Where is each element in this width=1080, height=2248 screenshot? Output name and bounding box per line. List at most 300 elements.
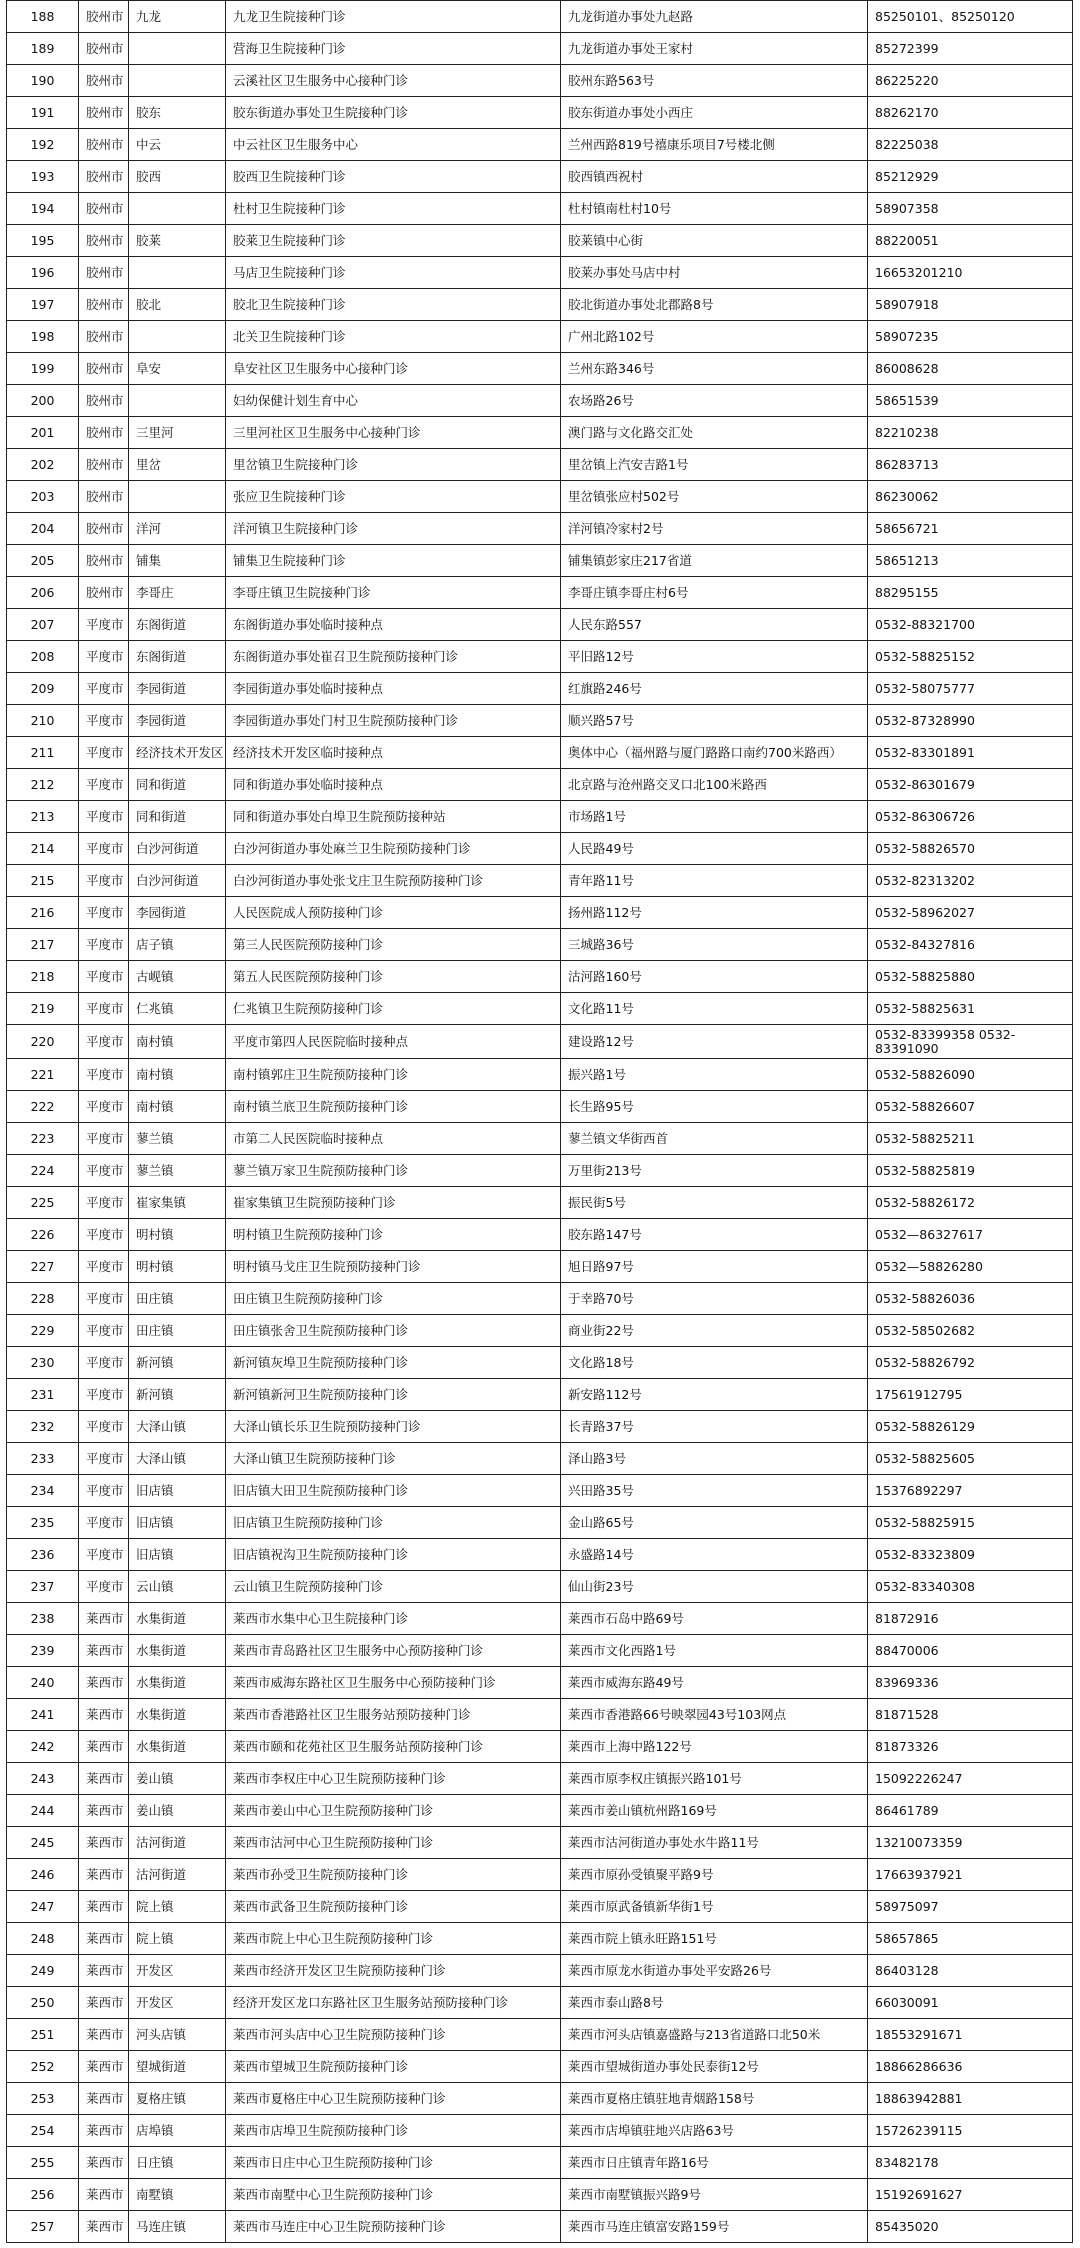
- address-cell: 人民路49号: [561, 833, 868, 865]
- city-cell: 平度市: [79, 993, 129, 1025]
- city-cell: 莱西市: [79, 1667, 129, 1699]
- phone-cell: 85435020: [868, 2211, 1073, 2243]
- clinic-name-cell: 云山镇卫生院预防接种门诊: [226, 1571, 561, 1603]
- table-row: [7, 673, 1073, 705]
- phone-cell: 58975097: [868, 1891, 1073, 1923]
- table-row: [7, 961, 1073, 993]
- phone-cell: 0532-58825211: [868, 1123, 1073, 1155]
- table-row: [7, 833, 1073, 865]
- clinic-name-cell: 莱西市姜山中心卫生院预防接种门诊: [226, 1795, 561, 1827]
- address-cell: 文化路11号: [561, 993, 868, 1025]
- phone-cell: 0532-58825915: [868, 1507, 1073, 1539]
- city-cell: 莱西市: [79, 2179, 129, 2211]
- table-row: [7, 1699, 1073, 1731]
- town-cell: 胶北: [129, 289, 226, 321]
- phone-cell: 0532-58825819: [868, 1155, 1073, 1187]
- row-number-cell: 203: [7, 481, 79, 513]
- town-cell: 胶西: [129, 161, 226, 193]
- table-row: [7, 1, 1073, 33]
- town-cell: 马连庄镇: [129, 2211, 226, 2243]
- town-cell: [129, 257, 226, 289]
- city-cell: 平度市: [79, 1347, 129, 1379]
- address-cell: 九龙街道办事处九赵路: [561, 1, 868, 33]
- clinic-name-cell: 旧店镇卫生院预防接种门诊: [226, 1507, 561, 1539]
- address-cell: 莱西市沽河街道办事处水牛路11号: [561, 1827, 868, 1859]
- town-cell: 田庄镇: [129, 1283, 226, 1315]
- clinic-name-cell: 莱西市店埠卫生院预防接种门诊: [226, 2115, 561, 2147]
- city-cell: 胶州市: [79, 129, 129, 161]
- phone-cell: 0532-88321700: [868, 609, 1073, 641]
- town-cell: 大泽山镇: [129, 1411, 226, 1443]
- table-row: [7, 225, 1073, 257]
- row-number-cell: 201: [7, 417, 79, 449]
- table-row: [7, 1635, 1073, 1667]
- town-cell: 里岔: [129, 449, 226, 481]
- clinic-name-cell: 大泽山镇长乐卫生院预防接种门诊: [226, 1411, 561, 1443]
- phone-cell: 58656721: [868, 513, 1073, 545]
- address-cell: 扬州路112号: [561, 897, 868, 929]
- clinic-name-cell: 杜村卫生院接种门诊: [226, 193, 561, 225]
- row-number-cell: 257: [7, 2211, 79, 2243]
- town-cell: 水集街道: [129, 1635, 226, 1667]
- address-cell: 莱西市河头店镇嘉盛路与213省道路口北50米: [561, 2019, 868, 2051]
- clinic-name-cell: 洋河镇卫生院接种门诊: [226, 513, 561, 545]
- city-cell: 胶州市: [79, 321, 129, 353]
- phone-cell: 0532-58075777: [868, 673, 1073, 705]
- row-number-cell: 205: [7, 545, 79, 577]
- city-cell: 平度市: [79, 1283, 129, 1315]
- table-row: [7, 1283, 1073, 1315]
- city-cell: 平度市: [79, 1507, 129, 1539]
- city-cell: 平度市: [79, 1315, 129, 1347]
- table-row: [7, 737, 1073, 769]
- address-cell: 莱西市原孙受镇聚平路9号: [561, 1859, 868, 1891]
- row-number-cell: 226: [7, 1219, 79, 1251]
- clinic-name-cell: 莱西市南墅中心卫生院预防接种门诊: [226, 2179, 561, 2211]
- address-cell: 莱西市马连庄镇富安路159号: [561, 2211, 868, 2243]
- clinic-name-cell: 莱西市沽河中心卫生院预防接种门诊: [226, 1827, 561, 1859]
- address-cell: 新安路112号: [561, 1379, 868, 1411]
- row-number-cell: 191: [7, 97, 79, 129]
- row-number-cell: 194: [7, 193, 79, 225]
- clinic-name-cell: 大泽山镇卫生院预防接种门诊: [226, 1443, 561, 1475]
- clinic-name-cell: 马店卫生院接种门诊: [226, 257, 561, 289]
- clinic-name-cell: 莱西市颐和花苑社区卫生服务站预防接种门诊: [226, 1731, 561, 1763]
- town-cell: 姜山镇: [129, 1795, 226, 1827]
- clinic-name-cell: 第三人民医院预防接种门诊: [226, 929, 561, 961]
- row-number-cell: 202: [7, 449, 79, 481]
- phone-cell: 0532-58826090: [868, 1059, 1073, 1091]
- clinic-name-cell: 新河镇灰埠卫生院预防接种门诊: [226, 1347, 561, 1379]
- table-row: [7, 1795, 1073, 1827]
- table-row: [7, 1955, 1073, 1987]
- city-cell: 莱西市: [79, 1603, 129, 1635]
- address-cell: 莱西市石岛中路69号: [561, 1603, 868, 1635]
- table-row: [7, 609, 1073, 641]
- phone-cell: 81871528: [868, 1699, 1073, 1731]
- clinic-name-cell: 莱西市武备卫生院预防接种门诊: [226, 1891, 561, 1923]
- table-row: [7, 1763, 1073, 1795]
- row-number-cell: 213: [7, 801, 79, 833]
- clinic-name-cell: 蓼兰镇万家卫生院预防接种门诊: [226, 1155, 561, 1187]
- town-cell: 明村镇: [129, 1219, 226, 1251]
- table-row: [7, 1347, 1073, 1379]
- clinic-name-cell: 莱西市河头店中心卫生院预防接种门诊: [226, 2019, 561, 2051]
- row-number-cell: 249: [7, 1955, 79, 1987]
- address-cell: 莱西市文化西路1号: [561, 1635, 868, 1667]
- table-row: [7, 897, 1073, 929]
- row-number-cell: 245: [7, 1827, 79, 1859]
- table-row: [7, 449, 1073, 481]
- city-cell: 平度市: [79, 833, 129, 865]
- table-row: [7, 2019, 1073, 2051]
- address-cell: 胶东路147号: [561, 1219, 868, 1251]
- table-row: [7, 929, 1073, 961]
- clinic-name-cell: 莱西市望城卫生院预防接种门诊: [226, 2051, 561, 2083]
- clinic-name-cell: 胶东街道办事处卫生院接种门诊: [226, 97, 561, 129]
- clinic-name-cell: 莱西市青岛路社区卫生服务中心预防接种门诊: [226, 1635, 561, 1667]
- table-row: [7, 65, 1073, 97]
- table-row: [7, 993, 1073, 1025]
- table-row: [7, 1123, 1073, 1155]
- address-cell: 北京路与沧州路交叉口北100米路西: [561, 769, 868, 801]
- address-cell: 于幸路70号: [561, 1283, 868, 1315]
- city-cell: 胶州市: [79, 161, 129, 193]
- town-cell: 李园街道: [129, 897, 226, 929]
- row-number-cell: 211: [7, 737, 79, 769]
- table-row: [7, 353, 1073, 385]
- phone-cell: 0532-58826570: [868, 833, 1073, 865]
- city-cell: 胶州市: [79, 65, 129, 97]
- town-cell: 店子镇: [129, 929, 226, 961]
- city-cell: 莱西市: [79, 1699, 129, 1731]
- phone-cell: 0532-86301679: [868, 769, 1073, 801]
- address-cell: 莱西市院上镇永旺路151号: [561, 1923, 868, 1955]
- city-cell: 胶州市: [79, 257, 129, 289]
- address-cell: 农场路26号: [561, 385, 868, 417]
- city-cell: 莱西市: [79, 2115, 129, 2147]
- city-cell: 莱西市: [79, 2019, 129, 2051]
- table-row: [7, 2179, 1073, 2211]
- clinic-name-cell: 田庄镇张舍卫生院预防接种门诊: [226, 1315, 561, 1347]
- phone-cell: 86461789: [868, 1795, 1073, 1827]
- address-cell: 莱西市威海东路49号: [561, 1667, 868, 1699]
- table-row: [7, 1315, 1073, 1347]
- town-cell: 旧店镇: [129, 1507, 226, 1539]
- clinic-name-cell: 东阁街道办事处临时接种点: [226, 609, 561, 641]
- address-cell: 里岔镇张应村502号: [561, 481, 868, 513]
- phone-cell: 18863942881: [868, 2083, 1073, 2115]
- city-cell: 平度市: [79, 897, 129, 929]
- city-cell: 平度市: [79, 641, 129, 673]
- clinic-name-cell: 市第二人民医院临时接种点: [226, 1123, 561, 1155]
- table-row: [7, 1091, 1073, 1123]
- row-number-cell: 219: [7, 993, 79, 1025]
- table-row: [7, 513, 1073, 545]
- town-cell: 田庄镇: [129, 1315, 226, 1347]
- phone-cell: 16653201210: [868, 257, 1073, 289]
- town-cell: 白沙河街道: [129, 833, 226, 865]
- row-number-cell: 223: [7, 1123, 79, 1155]
- address-cell: 长青路37号: [561, 1411, 868, 1443]
- table-row: [7, 1379, 1073, 1411]
- clinic-table-sheet: [6, 0, 1072, 2248]
- town-cell: 蓼兰镇: [129, 1155, 226, 1187]
- phone-cell: 15726239115: [868, 2115, 1073, 2147]
- address-cell: 蓼兰镇文华街西首: [561, 1123, 868, 1155]
- town-cell: [129, 321, 226, 353]
- table-row: [7, 1025, 1073, 1059]
- clinic-name-cell: 东阁街道办事处崔召卫生院预防接种门诊: [226, 641, 561, 673]
- city-cell: 平度市: [79, 769, 129, 801]
- town-cell: 新河镇: [129, 1347, 226, 1379]
- town-cell: 望城街道: [129, 2051, 226, 2083]
- table-row: [7, 2083, 1073, 2115]
- row-number-cell: 231: [7, 1379, 79, 1411]
- clinic-name-cell: 莱西市孙受卫生院预防接种门诊: [226, 1859, 561, 1891]
- town-cell: 夏格庄镇: [129, 2083, 226, 2115]
- phone-cell: 18866286636: [868, 2051, 1073, 2083]
- row-number-cell: 234: [7, 1475, 79, 1507]
- phone-cell: 58907358: [868, 193, 1073, 225]
- address-cell: 莱西市店埠镇驻地兴店路63号: [561, 2115, 868, 2147]
- clinic-name-cell: 同和街道办事处白埠卫生院预防接种站: [226, 801, 561, 833]
- address-cell: 商业街22号: [561, 1315, 868, 1347]
- clinic-name-cell: 经济技术开发区临时接种点: [226, 737, 561, 769]
- row-number-cell: 195: [7, 225, 79, 257]
- address-cell: 建设路12号: [561, 1025, 868, 1059]
- town-cell: 蓼兰镇: [129, 1123, 226, 1155]
- city-cell: 莱西市: [79, 1635, 129, 1667]
- city-cell: 平度市: [79, 1539, 129, 1571]
- clinic-name-cell: 旧店镇祝沟卫生院预防接种门诊: [226, 1539, 561, 1571]
- town-cell: 大泽山镇: [129, 1443, 226, 1475]
- table-row: [7, 33, 1073, 65]
- row-number-cell: 254: [7, 2115, 79, 2147]
- row-number-cell: 227: [7, 1251, 79, 1283]
- row-number-cell: 237: [7, 1571, 79, 1603]
- phone-cell: 66030091: [868, 1987, 1073, 2019]
- table-row: [7, 289, 1073, 321]
- row-number-cell: 241: [7, 1699, 79, 1731]
- clinic-name-cell: 莱西市马连庄中心卫生院预防接种门诊: [226, 2211, 561, 2243]
- table-row: [7, 2147, 1073, 2179]
- clinic-name-cell: 明村镇马戈庄卫生院预防接种门诊: [226, 1251, 561, 1283]
- town-cell: 新河镇: [129, 1379, 226, 1411]
- row-number-cell: 210: [7, 705, 79, 737]
- clinic-name-cell: 胶西卫生院接种门诊: [226, 161, 561, 193]
- city-cell: 莱西市: [79, 2051, 129, 2083]
- town-cell: 白沙河街道: [129, 865, 226, 897]
- city-cell: 平度市: [79, 1571, 129, 1603]
- town-cell: 云山镇: [129, 1571, 226, 1603]
- address-cell: 胶东街道办事处小西庄: [561, 97, 868, 129]
- clinic-name-cell: 第五人民医院预防接种门诊: [226, 961, 561, 993]
- row-number-cell: 200: [7, 385, 79, 417]
- clinic-name-cell: 白沙河街道办事处张戈庄卫生院预防接种门诊: [226, 865, 561, 897]
- table-row: [7, 1251, 1073, 1283]
- city-cell: 平度市: [79, 673, 129, 705]
- town-cell: 院上镇: [129, 1923, 226, 1955]
- city-cell: 平度市: [79, 609, 129, 641]
- table-row: [7, 1507, 1073, 1539]
- address-cell: 振民街5号: [561, 1187, 868, 1219]
- table-row: [7, 577, 1073, 609]
- phone-cell: 0532-84327816: [868, 929, 1073, 961]
- town-cell: 崔家集镇: [129, 1187, 226, 1219]
- phone-cell: 0532-83399358 0532-83391090: [868, 1025, 1073, 1059]
- table-row: [7, 1891, 1073, 1923]
- table-row: [7, 321, 1073, 353]
- table-row: [7, 129, 1073, 161]
- address-cell: 澳门路与文化路交汇处: [561, 417, 868, 449]
- town-cell: 李园街道: [129, 705, 226, 737]
- clinic-name-cell: 中云社区卫生服务中心: [226, 129, 561, 161]
- city-cell: 平度市: [79, 1155, 129, 1187]
- town-cell: 李哥庄: [129, 577, 226, 609]
- clinic-name-cell: 里岔镇卫生院接种门诊: [226, 449, 561, 481]
- town-cell: 古岘镇: [129, 961, 226, 993]
- row-number-cell: 188: [7, 1, 79, 33]
- phone-cell: 86008628: [868, 353, 1073, 385]
- table-row: [7, 97, 1073, 129]
- table-row: [7, 2211, 1073, 2243]
- address-cell: 泽山路3号: [561, 1443, 868, 1475]
- clinic-name-cell: 平度市第四人民医院临时接种点: [226, 1025, 561, 1059]
- city-cell: 胶州市: [79, 97, 129, 129]
- city-cell: 平度市: [79, 1379, 129, 1411]
- phone-cell: 13210073359: [868, 1827, 1073, 1859]
- clinic-name-cell: 莱西市院上中心卫生院预防接种门诊: [226, 1923, 561, 1955]
- row-number-cell: 230: [7, 1347, 79, 1379]
- phone-cell: 0532—58826280: [868, 1251, 1073, 1283]
- town-cell: 阜安: [129, 353, 226, 385]
- address-cell: 胶莱镇中心街: [561, 225, 868, 257]
- town-cell: 中云: [129, 129, 226, 161]
- phone-cell: 0532-58826036: [868, 1283, 1073, 1315]
- address-cell: 兴田路35号: [561, 1475, 868, 1507]
- phone-cell: 58907918: [868, 289, 1073, 321]
- clinic-name-cell: 莱西市日庄中心卫生院预防接种门诊: [226, 2147, 561, 2179]
- address-cell: 顺兴路57号: [561, 705, 868, 737]
- phone-cell: 86403128: [868, 1955, 1073, 1987]
- city-cell: 莱西市: [79, 2147, 129, 2179]
- clinic-name-cell: 田庄镇卫生院预防接种门诊: [226, 1283, 561, 1315]
- phone-cell: 15376892297: [868, 1475, 1073, 1507]
- city-cell: 胶州市: [79, 1, 129, 33]
- city-cell: 莱西市: [79, 1923, 129, 1955]
- address-cell: 兰州西路819号禧康乐项目7号楼北侧: [561, 129, 868, 161]
- clinic-name-cell: 南村镇兰底卫生院预防接种门诊: [226, 1091, 561, 1123]
- clinic-name-cell: 莱西市香港路社区卫生服务站预防接种门诊: [226, 1699, 561, 1731]
- town-cell: [129, 65, 226, 97]
- town-cell: 水集街道: [129, 1667, 226, 1699]
- city-cell: 平度市: [79, 1123, 129, 1155]
- city-cell: 莱西市: [79, 1859, 129, 1891]
- row-number-cell: 236: [7, 1539, 79, 1571]
- phone-cell: 0532—86327617: [868, 1219, 1073, 1251]
- phone-cell: 81873326: [868, 1731, 1073, 1763]
- town-cell: 仁兆镇: [129, 993, 226, 1025]
- city-cell: 莱西市: [79, 2083, 129, 2115]
- table-row: [7, 1187, 1073, 1219]
- town-cell: [129, 481, 226, 513]
- address-cell: 奥体中心（福州路与厦门路路口南约700米路西）: [561, 737, 868, 769]
- phone-cell: 85212929: [868, 161, 1073, 193]
- row-number-cell: 224: [7, 1155, 79, 1187]
- clinic-name-cell: 崔家集镇卫生院预防接种门诊: [226, 1187, 561, 1219]
- address-cell: 胶北街道办事处北郡路8号: [561, 289, 868, 321]
- row-number-cell: 248: [7, 1923, 79, 1955]
- phone-cell: 0532-58826172: [868, 1187, 1073, 1219]
- table-row: [7, 1571, 1073, 1603]
- town-cell: 南墅镇: [129, 2179, 226, 2211]
- clinic-name-cell: 仁兆镇卫生院预防接种门诊: [226, 993, 561, 1025]
- row-number-cell: 204: [7, 513, 79, 545]
- row-number-cell: 235: [7, 1507, 79, 1539]
- clinic-name-cell: 新河镇新河卫生院预防接种门诊: [226, 1379, 561, 1411]
- table-row: [7, 705, 1073, 737]
- city-cell: 胶州市: [79, 449, 129, 481]
- row-number-cell: 216: [7, 897, 79, 929]
- phone-cell: 58907235: [868, 321, 1073, 353]
- clinic-name-cell: 旧店镇大田卫生院预防接种门诊: [226, 1475, 561, 1507]
- row-number-cell: 229: [7, 1315, 79, 1347]
- clinic-name-cell: 北关卫生院接种门诊: [226, 321, 561, 353]
- table-row: [7, 1219, 1073, 1251]
- phone-cell: 0532-58825880: [868, 961, 1073, 993]
- town-cell: 水集街道: [129, 1731, 226, 1763]
- city-cell: 胶州市: [79, 481, 129, 513]
- city-cell: 莱西市: [79, 1827, 129, 1859]
- table-row: [7, 1059, 1073, 1091]
- address-cell: 杜村镇南杜村10号: [561, 193, 868, 225]
- town-cell: 姜山镇: [129, 1763, 226, 1795]
- table-row: [7, 1475, 1073, 1507]
- town-cell: 铺集: [129, 545, 226, 577]
- table-row: [7, 1987, 1073, 2019]
- clinic-name-cell: 莱西市威海东路社区卫生服务中心预防接种门诊: [226, 1667, 561, 1699]
- city-cell: 胶州市: [79, 513, 129, 545]
- address-cell: 广州北路102号: [561, 321, 868, 353]
- town-cell: 明村镇: [129, 1251, 226, 1283]
- clinic-name-cell: 妇幼保健计划生育中心: [226, 385, 561, 417]
- town-cell: 沽河街道: [129, 1827, 226, 1859]
- city-cell: 平度市: [79, 1025, 129, 1059]
- row-number-cell: 253: [7, 2083, 79, 2115]
- table-row: [7, 1155, 1073, 1187]
- address-cell: 振兴路1号: [561, 1059, 868, 1091]
- city-cell: 莱西市: [79, 1795, 129, 1827]
- city-cell: 莱西市: [79, 1955, 129, 1987]
- phone-cell: 0532-58502682: [868, 1315, 1073, 1347]
- phone-cell: 58657865: [868, 1923, 1073, 1955]
- address-cell: 平旧路12号: [561, 641, 868, 673]
- row-number-cell: 251: [7, 2019, 79, 2051]
- city-cell: 胶州市: [79, 289, 129, 321]
- phone-cell: 81872916: [868, 1603, 1073, 1635]
- address-cell: 金山路65号: [561, 1507, 868, 1539]
- city-cell: 平度市: [79, 1251, 129, 1283]
- phone-cell: 17561912795: [868, 1379, 1073, 1411]
- address-cell: 里岔镇上汽安吉路1号: [561, 449, 868, 481]
- address-cell: 莱西市南墅镇振兴路9号: [561, 2179, 868, 2211]
- address-cell: 文化路18号: [561, 1347, 868, 1379]
- city-cell: 平度市: [79, 865, 129, 897]
- row-number-cell: 256: [7, 2179, 79, 2211]
- row-number-cell: 228: [7, 1283, 79, 1315]
- phone-cell: 15192691627: [868, 2179, 1073, 2211]
